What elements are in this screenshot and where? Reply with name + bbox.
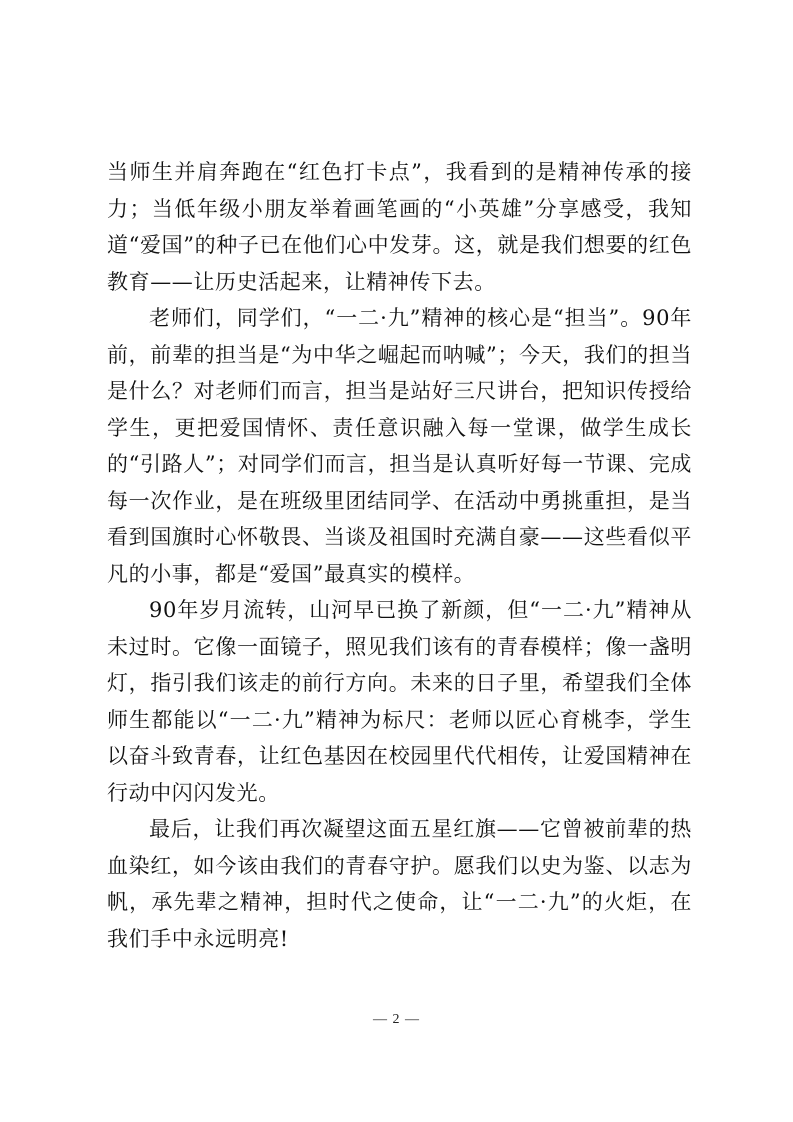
document-body <box>107 154 692 957</box>
paragraph-closing: 最后，让我们再次凝望这面五星红旗——它曾被前辈的热血染红，如今该由我们的青春守护。愿我们以史为鉴、以志为帆，承先辈之精神，担时代之使命，让“一二·九”的火炬，在我们手中永远明亮! <box>107 817 692 951</box>
page-number: — 2 — <box>373 1012 420 1027</box>
paragraph-spirit-never-outdated: 90年岁月流转，山河早已换了新颜，但“一二·九”精神从未过时。它像一面镜子，照见我们该有的青春模样；像一盏明灯，指引我们该走的前行方向。未来的日子里，希望我们全体师生都能以“一二·九”精神为标尺：老师以匠心育桃李，学生以奋斗致青春，让红色基因在校园里代代相传，让爱国精神在行动中闪闪发光。 <box>107 598 692 805</box>
paragraph-responsibility: 老师们，同学们，“一二·九”精神的核心是“担当”。90年前，前辈的担当是“为中华之崛起而呐喊”；今天，我们的担当是什么？对老师们而言，担当是站好三尺讲台，把知识传授给学生，更把爱国情怀、责任意识融入每一堂课，做学生成长的“引路人”；对同学们而言，担当是认真听好每一节课、完成每一次作业，是在班级里团结同学、在活动中勇挑重担，是当看到国旗时心怀敬畏、当谈及祖国时充满自豪——这些看似平凡的小事，都是“爱国”最真实的模样。 <box>107 306 692 586</box>
paragraph-continuation: 当师生并肩奔跑在“红色打卡点”，我看到的是精神传承的接力；当低年级小朋友举着画笔画的“小英雄”分享感受，我知道“爱国”的种子已在他们心中发芽。这，就是我们想要的红色教育——让历史活起来，让精神传下去。 <box>107 160 692 294</box>
